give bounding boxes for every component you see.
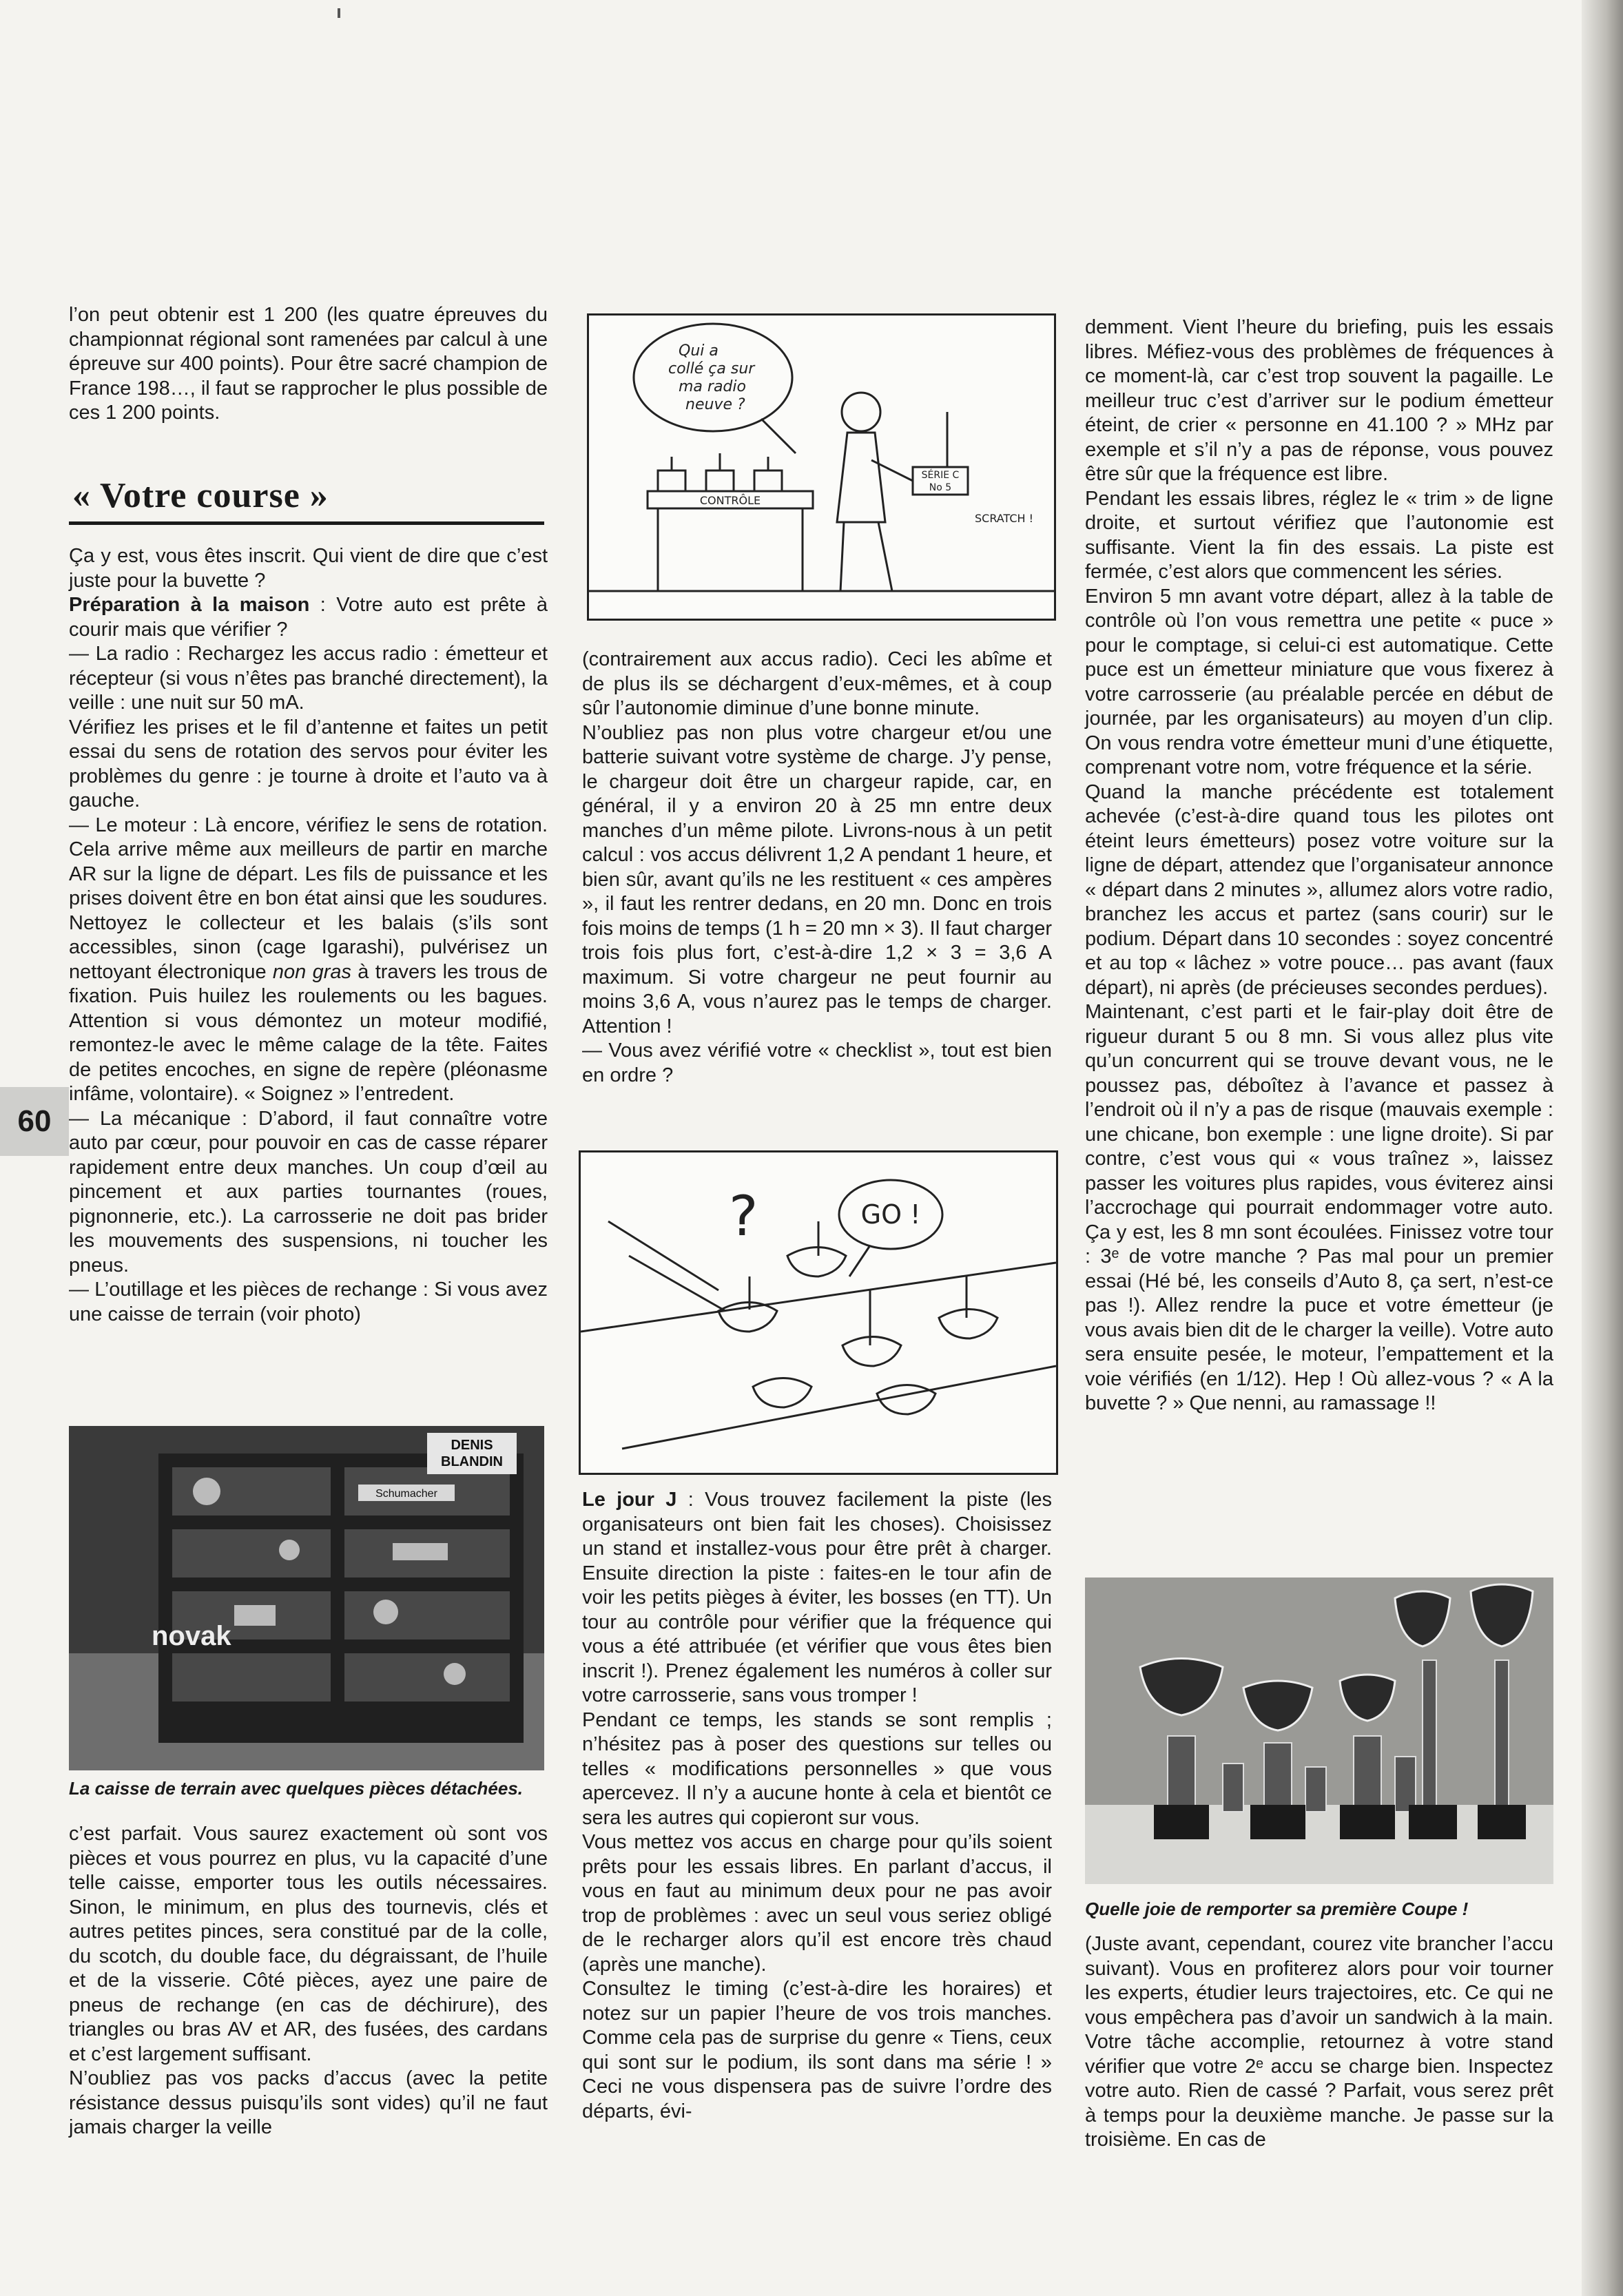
column-1-continued: [69, 1822, 548, 2140]
paragraph: (contrairement aux accus radio). Ceci les abîme et de plus ils se déchargent d’eux-mêmes, et à coup sûr l’autonomie diminue d’une bonne minute.: [582, 648, 1052, 719]
cartoon-drawing: [581, 1152, 1056, 1473]
cartoon-control-table: [587, 313, 1056, 621]
tag-label: No 5: [929, 482, 952, 493]
paragraph: N’oubliez pas non plus votre chargeur et/ou une batterie suivant votre système de charge. J’y pense, le chargeur doit être un chargeur rapide, car, en général, il y a environ 20 à 25 mn entre deux manches d’un même pilote. Livrons-nous à un petit calcul : vos accus délivrent 1,2 A pendant 1 heure, et bien sûr, avant qu’ils ne les restituent « ces ampères », il faut les rentrer dedans, en 20 mn. Donc en trois fois moins de temps (1 h = 20 mn × 3). Il faut charger trois fois plus fort, c’est-à-dire 1,2 × 3 = 3,6 A maximum. Si votre chargeur ne peut fournir au moins 3,6 A, vous n’aurez pas le temps de charger. Attention !: [582, 721, 1052, 1037]
photo-trophies: [1085, 1578, 1553, 1884]
table-label: CONTRÔLE: [699, 494, 761, 507]
question-mark: ?: [729, 1184, 758, 1248]
paragraph: — La radio : Rechargez les accus radio : émetteur et récepteur (si vous n’êtes pas branché directement), la veille : une nuit sur 50 mA.: [69, 643, 548, 714]
paragraph: (Juste avant, cependant, courez vite brancher l’accu suivant). Vous en profiterez alors pour voir tourner les experts, étudier leurs trajectoires, etc. Ce qui ne vous empêchera pas d’avoir un sandwich à la main. Votre tâche accomplie, retournez à votre stand vérifier que votre 2ᵉ accu se charge bien. Inspectez votre auto. Rien de cassé ? Parfait, vous serez prêt à temps pour la deuxième manche. Je passe sur la troisième. En cas de: [1085, 1933, 1553, 2151]
photo-toolbox: [69, 1426, 544, 1770]
page-binding-shadow: [1582, 0, 1623, 2296]
column-1: [69, 303, 548, 426]
paragraph: — Le moteur : Là encore, vérifiez le sens de rotation. Cela arrive même aux meilleurs de partir en marche AR sur la ligne de départ. Les fils de puissance et les prises doivent être en bon état ainsi que les soudures. Nettoyez le collecteur et les balais (s’ils sont accessibles, sinon (cage Igarashi), pulvérisez un nettoyant électronique non gras à travers les trous de fixation. Puis huilez les roulements ou les bagues. Attention si vous démontez un moteur modifié, remontez-le avec le même calage de la tête. Faites de petites encoches, en signe de repère (pléonasme infâme, volontaire). « Soignez » l’entredent.: [69, 814, 548, 1105]
toolbox-illustration: [69, 1426, 544, 1770]
paragraph: — La mécanique : D’abord, il faut connaître votre auto par cœur, pour pouvoir en cas de casse réparer rapidement entre deux manches. Un coup d’œil au pincement et aux parties tournantes (roues, pignonnerie, etc.). La carrosserie ne doit pas brider les mouvements des suspensions, ni toucher les pneus.: [69, 1107, 548, 1276]
bubble-line: ma radio: [679, 378, 746, 395]
paragraph: Pendant ce temps, les stands se sont remplis ; n’hésitez pas à poser des questions sur telles ou telles « modifications personnelles » que vous apercevez. Il n’y a aucune honte à cela et bientôt ce sera les autres qui copieront sur vous.: [582, 1708, 1052, 1829]
trophies-illustration: [1085, 1578, 1553, 1884]
column-1-body: [69, 544, 548, 1327]
paragraph: Consultez le timing (c’est-à-dire les horaires) et notez sur un papier l’heure de vos trois manches. Comme cela pas de surprise du genre « Tiens, ceux qui sont sur le podium, ils sont dans ma série ! » Ceci ne vous dispensera pas de suivre l’ordre des départs, évi-: [582, 1978, 1052, 2122]
sticker-text: BLANDIN: [441, 1454, 503, 1469]
paragraph: Ça y est, vous êtes inscrit. Qui vient de dire que c’est juste pour la buvette ?: [69, 545, 548, 592]
column-2: [582, 648, 1052, 1088]
paragraph: — Vous avez vérifié votre « checklist », tout est bien en ordre ?: [582, 1040, 1052, 1086]
cartoon-drawing: [589, 316, 1054, 619]
bubble-line: Qui a: [679, 342, 719, 360]
go-bubble: GO !: [860, 1199, 921, 1230]
paragraph: — L’outillage et les pièces de rechange : Si vous avez une caisse de terrain (voir photo): [69, 1279, 548, 1325]
paragraph: Environ 5 mn avant votre départ, allez à la table de contrôle où l’on vous remettra une petite « puce » pour le comptage, si celui-ci est automatique. Cette puce est un émetteur miniature que vous fixerez à votre carrosserie (au préalable percée en début de journée, par les organisateurs) au moyen d’un clip. On vous rendra votre émetteur muni d’une étiquette, comprenant votre nom, votre fréquence et la série.: [1085, 585, 1553, 778]
scratch-label: SCRATCH !: [975, 512, 1034, 525]
bubble-line: neuve ?: [685, 396, 745, 413]
paragraph: Vous mettez vos accus en charge pour qu’ils soient prêts pour les essais libres. En parlant d’accus, il vous en faut au minimum deux pour ne pas avoir trop de problèmes : avec un seul vous seriez obligé de le recharger alors qu’il est encore très chaud (après une manche).: [582, 1831, 1052, 1976]
column-3-continued: [1085, 1932, 1553, 2153]
paragraph: Maintenant, c’est parti et le fair-play doit être de rigueur durant 5 ou 8 mn. Si vous allez plus vite qu’un concurrent qui se trouve devant vous, ne le poussez pas, déboîtez à l’avance et passez à l’endroit où il n’y a pas de risque (mauvais exemple : une chicane, bon exemple : une ligne droite). Si par contre, c’est vous qui « vous traînez », laissez passer les voitures plus rapides, vous éviterez ainsi l’accrochage qui pourrait endommager votre auto. Ça y est, les 8 mn sont écoulées. Finissez votre tour : 3ᵉ de votre manche ? Pas mal pour un premier essai (Hé bé, les conseils d’Auto 8, ça sert, n’est-ce pas !). Allez rendre la puce et votre émetteur (je vous avais bien dit de le charger la veille). Votre auto sera ensuite pesée, le moteur, l’empattement et la voie vérifiés (en 1/12). Hep ! Où allez-vous ? « A la buvette ? » Que nenni, au ramassage !!: [1085, 1001, 1553, 1414]
photo-caption: La caisse de terrain avec quelques pièces détachées.: [69, 1778, 524, 1799]
intro-paragraph: l’on peut obtenir est 1 200 (les quatre épreuves du championnat régional sont ramenées par calcul à une épreuve sur 400 points). Pour être sacré champion de France 198…, il faut se rapprocher le plus possible de ces 1 200 points.: [69, 304, 548, 424]
sticker-text: DENIS: [451, 1438, 493, 1453]
paragraph: Pendant les essais libres, réglez le « trim » de ligne droite, et surtout vérifiez que l’autonomie est suffisante. Vient la fin des essais. La piste est fermée, c’est alors que commencent les séries.: [1085, 487, 1553, 583]
cartoon-race-start: [579, 1150, 1058, 1475]
section-heading: « Votre course »: [72, 476, 329, 515]
photo-caption: Quelle joie de remporter sa première Coupe !: [1085, 1899, 1469, 1919]
paragraph: Préparation à la maison : Votre auto est prête à courir mais que vérifier ?: [69, 594, 548, 641]
lead-in: Le jour J: [582, 1489, 677, 1511]
lead-in: Préparation à la maison: [69, 594, 310, 616]
page-number: 60: [0, 1087, 69, 1156]
print-mark: [338, 8, 340, 18]
column-3: [1085, 316, 1553, 1416]
paragraph: Vérifiez les prises et le fil d’antenne et faites un petit essai du sens de rotation des servos pour éviter les problèmes du genre : je tourne à droite et l’auto va à gauche.: [69, 716, 548, 811]
paragraph: c’est parfait. Vous saurez exactement où sont vos pièces et vous pourrez en plus, vu la capacité d’une telle caisse, emporter tous les outils nécessaires. Sinon, le minimum, en plus des tournevis, clés et autres petites pinces, sera constitué par de la colle, du scotch, du double face, du dégraissant, de l’huile et de la visserie. Côté pièces, ayez une paire de pneus de rechange (en cas de déchirure), des triangles ou bras AV et AR, des fusées, des cardans et c’est largement suffisant.: [69, 1823, 548, 2065]
paragraph: demment. Vient l’heure du briefing, puis les essais libres. Méfiez-vous des problèmes de fréquences à ce moment-là, car c’est trop souvent la pagaille. Le meilleur truc c’est d’arriver sur le podium émetteur éteint, de crier « personne en 41.100 ? » MHz par exemple et s’il n’y a pas de réponse, vous pouvez être sûr que la fréquence est libre.: [1085, 316, 1553, 485]
brand-label: novak: [152, 1621, 231, 1651]
column-2-continued: [582, 1488, 1052, 2124]
bubble-line: collé ça sur: [668, 360, 755, 378]
paragraph: N’oubliez pas vos packs d’accus (avec la petite résistance dessus puisqu’ils sont vides) qu’il ne faut jamais charger la veille: [69, 2067, 548, 2138]
tag-label: SÉRIE C: [921, 470, 960, 481]
brand-label: Schumacher: [375, 1488, 437, 1500]
paragraph: Le jour J : Vous trouvez facilement la piste (les organisateurs ont bien fait les choses). Choisissez un stand et installez-vous pour être prêt à charger. Ensuite direction la piste : faites-en le tour afin de voir les petits pièges à éviter, les bosses (en TT). Un tour au contrôle pour vérifier que la fréquence qui vous a été attribuée (et vérifier que vous êtes bien inscrit !). Prenez également les numéros à coller sur votre carrosserie, sans vous tromper !: [582, 1489, 1052, 1706]
paragraph: Quand la manche précédente est totalement achevée (c’est-à-dire quand tous les pilotes ont éteint leurs émetteurs) posez votre voiture sur la ligne de départ, attendez que l’organisateur annonce « départ dans 2 minutes », allumez alors votre radio, branchez les accus et partez (sans courir) sur le podium. Départ dans 10 secondes : soyez concentré et au top « lâchez » votre pouce… pas avant (faux départ), ni après (de précieuses secondes perdues).: [1085, 780, 1553, 999]
heading-rule: [69, 521, 544, 525]
